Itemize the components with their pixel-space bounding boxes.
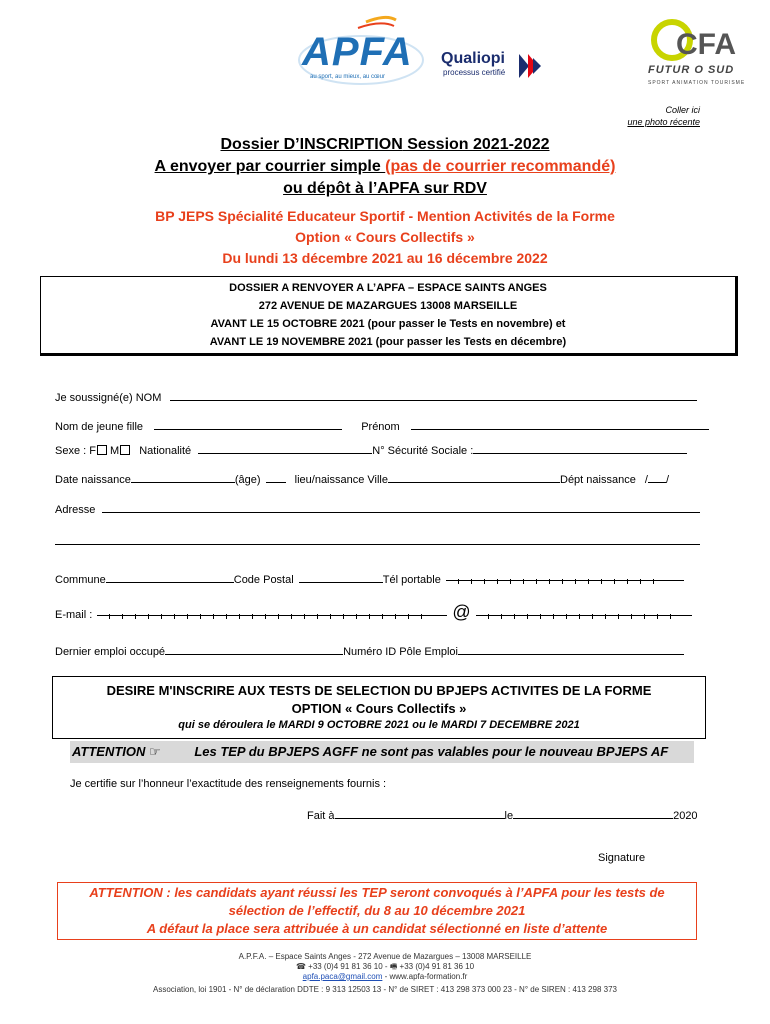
signature-label: Signature [598,852,646,864]
attention-bar [70,741,694,763]
tests-box [52,676,706,739]
sexe-label: Sexe : F [55,445,96,457]
le-label: le [504,810,514,822]
attention-footer-line-1: ATTENTION : les candidats ayant réussi les TEP seront convoqués à l’APFA pour les tests de [89,885,665,900]
footer-website: - www.apfa-formation.fr [382,972,468,981]
email-at-sign: @ [452,602,471,622]
nom-jeune-fille-field[interactable] [154,419,342,430]
commune-label: Commune [55,574,106,586]
subtitle-line-1: BP JEPS Spécialité Educateur Sportif - Mention Activités de la Forme [155,208,615,224]
title-session: Session 2021-2022 [402,136,550,153]
tests-line-2: OPTION « Cours Collectifs » [291,701,467,716]
tests-line-1: DESIRE M'INSCRIRE AUX TESTS DE SELECTION DU BPJEPS ACTIVITES DE LA FORME [106,683,652,698]
footer-address: A.P.F.A. – Espace Saints Anges - 272 Avenue de Mazargues – 13008 MARSEILLE [238,952,532,961]
age-field[interactable] [266,472,286,483]
adresse-label: Adresse [55,504,96,516]
futurosud-logo [642,14,747,90]
secu-label: N° Sécurité Sociale : [372,445,474,457]
photo-line-1: Coller ici [665,105,700,115]
prenom-field[interactable] [411,419,709,430]
lieu-naissance-field[interactable] [388,472,560,483]
secu-field[interactable] [473,443,687,454]
email-domain-field[interactable] [476,609,692,616]
subtitle-line-2: Option « Cours Collectifs » [295,229,475,245]
adresse-field-1[interactable] [102,502,700,513]
title-block [0,134,770,200]
sexe-f-checkbox[interactable] [97,445,107,455]
subtitle-line-3: Du lundi 13 décembre 2021 au 16 décembre 2022 [222,250,548,266]
email-label: E-mail : [55,609,93,621]
apfa-tagline: au sport, au mieux, au cœur [310,74,386,80]
fait-a-label: Fait à [307,810,335,822]
lieu-naissance-label: lieu/naissance Ville [294,474,388,486]
age-label: (âge) [234,474,261,486]
date-field[interactable] [513,808,673,819]
footer-legal: Association, loi 1901 - N° de déclaration DDTE : 9 313 12503 13 - N° de SIRET : 413 298 373 000 23 - N° de SIREN : 413 298 373 [153,985,617,994]
qualiopi-subtitle: processus certifié [443,68,506,77]
pole-emploi-field[interactable] [458,644,684,655]
attention-footer [57,882,697,940]
qualiopi-wordmark: Qualiopi [441,50,505,67]
year-value: 2020 [673,810,698,822]
footer-email-link[interactable]: apfa.paca@gmail.com [302,972,383,981]
pole-emploi-label: Numéro ID Pôle Emploi [343,646,458,658]
row-naissance [55,472,669,486]
row-nom-jeune-fille [55,419,709,433]
sexe-m-label: M [109,445,120,457]
qualiopi-logo [441,50,546,82]
nationalite-label: Nationalité [139,445,192,457]
cfa-emblem-icon [642,14,747,64]
futurosud-subtitle: SPORT ANIMATION TOURISME [648,80,746,86]
dept-sep-1: / [644,474,648,486]
title-no-registered: (pas de courrier recommandé) [385,158,616,175]
apfa-wordmark: APFA [302,30,413,74]
nom-field[interactable] [170,390,697,401]
tel-label: Tél portable [382,574,441,586]
attention-footer-line-3: A défaut la place sera attribuée à un candidat sélectionné en liste d’attente [146,921,608,936]
row-nom [55,390,697,404]
tel-field[interactable] [446,574,684,581]
title-dossier: Dossier D’INSCRIPTION [220,136,403,153]
nationalite-field[interactable] [198,443,372,454]
page-footer [0,952,770,995]
footer-contact [0,972,770,982]
dept-label: Dépt naissance [560,474,636,486]
title-line-3: ou dépôt à l’APFA sur RDV [283,180,487,197]
date-naissance-label: Date naissance [55,474,131,486]
tests-line-3: qui se déroulera le MARDI 9 OCTOBRE 2021 ou le MARDI 7 DECEMBRE 2021 [178,719,580,731]
fait-a-field[interactable] [335,808,505,819]
dept-sep-2: / [665,474,670,486]
subtitle-block [0,206,770,269]
nom-label: Je soussigné(e) NOM [55,392,162,404]
commune-field[interactable] [106,572,234,583]
title-line-2 [0,156,770,178]
code-postal-label: Code Postal [233,574,294,586]
code-postal-field[interactable] [299,572,383,583]
apfa-logo [296,12,431,87]
photo-placeholder-note [590,104,700,128]
futurosud-wordmark: FUTUR O SUD [648,64,735,76]
prenom-label: Prénom [361,421,400,433]
row-sexe [55,443,687,457]
date-naissance-field[interactable] [131,472,235,483]
emploi-label: Dernier emploi occupé [55,646,166,658]
title-send: A envoyer par courrier simple [154,158,386,175]
attention-bar-text: Les TEP du BPJEPS AGFF ne sont pas valables pour le nouveau BPJEPS AF [194,744,669,759]
dept-field[interactable] [648,472,666,483]
attention-footer-line-2: sélection de l’effectif, du 8 au 10 décembre 2021 [228,903,526,918]
address-line-4: AVANT LE 19 NOVEMBRE 2021 (pour passer les Tests en décembre) [209,336,567,348]
title-line-1 [0,134,770,156]
row-emploi [55,644,684,658]
address-line-2: 272 AVENUE DE MAZARGUES 13008 MARSEILLE [258,300,518,312]
emploi-field[interactable] [165,644,343,655]
address-box [40,276,738,356]
qualiopi-flag-icon [519,54,545,78]
row-commune [55,572,684,586]
cfa-letters: CFA [676,28,736,61]
address-line-3: AVANT LE 15 OCTOBRE 2021 (pour passer le Tests en novembre) et [210,318,566,330]
address-line-1: DOSSIER A RENVOYER A L’APFA – ESPACE SAINTS ANGES [229,282,547,294]
footer-phone: ☎ +33 (0)4 91 81 36 10 - 🖷 +33 (0)4 91 81 36 10 [295,962,475,971]
row-fait-a [307,808,698,822]
attention-bar-label: ATTENTION ☞ [72,744,161,759]
sexe-m-checkbox[interactable] [120,445,130,455]
row-adresse [55,502,700,516]
row-email [55,602,692,623]
adresse-field-2[interactable] [55,544,700,545]
email-local-field[interactable] [97,609,447,616]
nom-jeune-fille-label: Nom de jeune fille [55,421,144,433]
certify-text: Je certifie sur l’honneur l’exactitude des renseignements fournis : [70,778,387,790]
photo-line-2: une photo récente [627,117,700,127]
